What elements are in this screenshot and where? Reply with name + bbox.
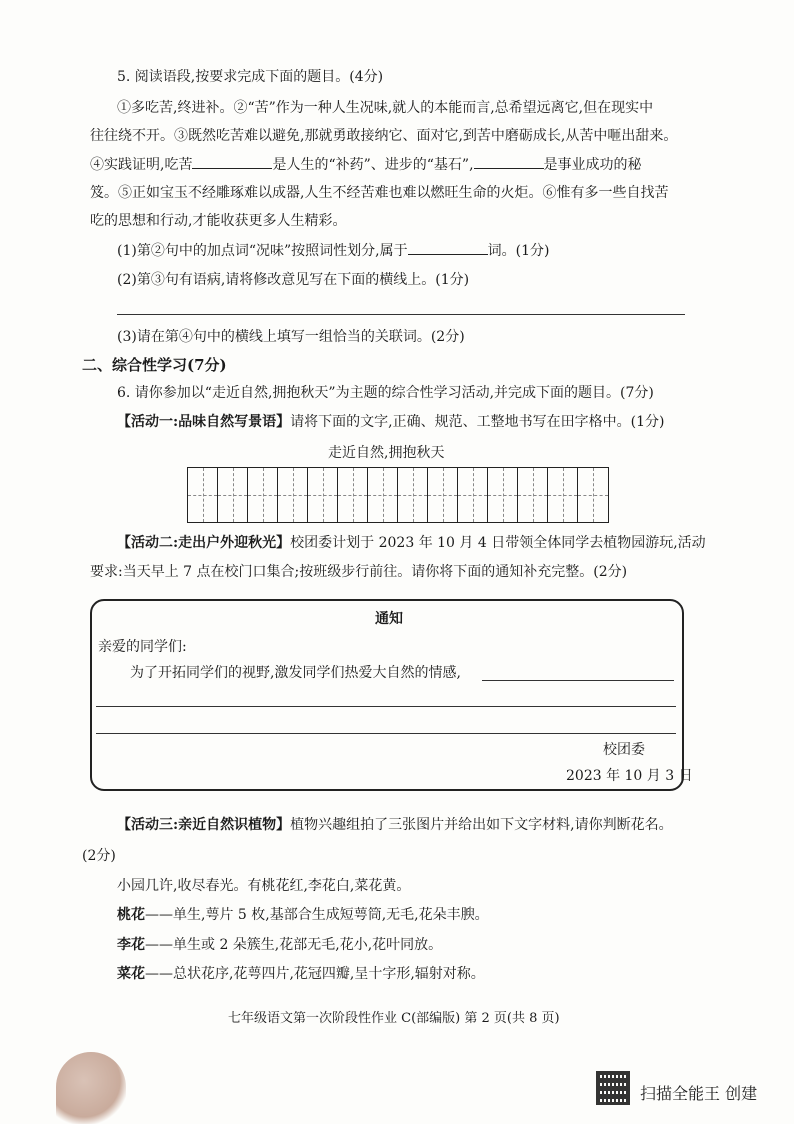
grid-cell[interactable] <box>308 468 338 522</box>
flower-name: 菜花 <box>117 966 145 982</box>
flower-name: 桃花 <box>117 907 145 923</box>
activity-1 <box>117 412 664 432</box>
grid-cell[interactable] <box>218 468 248 522</box>
grid-cell[interactable] <box>278 468 308 522</box>
activity-1-label: 【活动一:品味自然写景语】 <box>117 414 291 430</box>
notice-greeting: 亲爱的同学们: <box>98 639 187 655</box>
q5-text-segment: 是人生的“补药”、进步的“基石”, <box>272 157 474 173</box>
q5-text-line: 往往绕不开。③既然吃苦难以避免,那就勇敢接纳它、面对它,到苦中磨砺成长,从苦中咂出甜来。 <box>90 128 678 144</box>
copy-phrase: 走近自然,拥抱秋天 <box>328 445 445 461</box>
grid-cell[interactable] <box>338 468 368 522</box>
answer-line[interactable] <box>96 706 676 707</box>
activity-3-label: 【活动三:亲近自然识植物】 <box>117 817 291 833</box>
q6-title: 6. 请你参加以“走近自然,拥抱秋天”为主题的综合性学习活动,并完成下面的题目。(7分) <box>117 385 654 401</box>
grid-cell[interactable] <box>488 468 518 522</box>
notice-body: 为了开拓同学们的视野,激发同学们热爱大自然的情感, <box>130 665 461 681</box>
answer-line[interactable] <box>117 314 685 315</box>
answer-blank[interactable] <box>192 154 272 169</box>
grid-cell[interactable] <box>398 468 428 522</box>
finger-shadow <box>56 1052 126 1124</box>
q5-sub1-text: (1)第②句中的加点词“况味”按照词性划分,属于 <box>117 243 408 259</box>
notice-signer: 校团委 <box>603 742 645 758</box>
answer-blank[interactable] <box>408 240 488 255</box>
activity-2-text: 校团委计划于 2023 年 10 月 4 日带领全体同学去植物园游玩,活动 <box>290 535 706 551</box>
activity-2-label: 【活动二:走出户外迎秋光】 <box>117 535 291 551</box>
activity-3 <box>117 815 673 835</box>
answer-line[interactable] <box>96 733 676 734</box>
flower-entry <box>117 964 485 984</box>
activity-3-score: (2分) <box>82 848 116 864</box>
q5-sub3: (3)请在第④句中的横线上填写一组恰当的关联词。(2分) <box>117 329 465 345</box>
q5-title: 5. 阅读语段,按要求完成下面的题目。(4分) <box>117 69 384 85</box>
qr-code-icon <box>596 1071 630 1105</box>
flower-desc: ——单生,萼片 5 枚,基部合生成短萼筒,无毛,花朵丰腴。 <box>145 907 489 923</box>
grid-cell[interactable] <box>578 468 608 522</box>
scanner-watermark: 扫描全能王 创建 <box>640 1084 758 1103</box>
grid-cell[interactable] <box>428 468 458 522</box>
grid-cell[interactable] <box>188 468 218 522</box>
q5-text-segment: 是事业成功的秘 <box>543 157 642 173</box>
page-footer: 七年级语文第一次阶段性作业 C(部编版) 第 2 页(共 8 页) <box>228 1011 560 1026</box>
q5-text-line: 吃的思想和行动,才能收获更多人生精彩。 <box>90 213 347 229</box>
grid-cell[interactable] <box>518 468 548 522</box>
answer-blank[interactable] <box>474 154 544 169</box>
activity-2-text: 要求:当天早上 7 点在校门口集合;按班级步行前往。请你将下面的通知补充完整。(2分) <box>90 564 628 580</box>
notice-title: 通知 <box>375 611 403 627</box>
q5-text-line <box>90 154 642 175</box>
answer-line[interactable] <box>482 680 674 681</box>
activity-1-text: 请将下面的文字,正确、规范、工整地书写在田字格中。(1分) <box>290 414 665 430</box>
flower-desc: ——单生或 2 朵簇生,花部无毛,花小,花叶同放。 <box>145 937 443 953</box>
q5-text-line: 笈。⑤正如宝玉不经雕琢难以成器,人生不经苦难也难以燃旺生命的火炬。⑥惟有多一些自找苦 <box>90 185 669 201</box>
tian-zi-ge-grid[interactable] <box>187 467 609 523</box>
flower-entry <box>117 935 442 955</box>
flower-entry <box>117 905 489 925</box>
activity-3-text: 植物兴趣组拍了三张图片并给出如下文字材料,请你判断花名。 <box>290 817 673 833</box>
poem-line: 小园几许,收尽春光。有桃花红,李花白,菜花黄。 <box>117 878 411 894</box>
grid-cell[interactable] <box>458 468 488 522</box>
q5-text-segment: ④实践证明,吃苦 <box>90 157 193 173</box>
flower-desc: ——总状花序,花萼四片,花冠四瓣,呈十字形,辐射对称。 <box>145 966 485 982</box>
notice-date: 2023 年 10 月 3 日 <box>566 768 693 784</box>
grid-cell[interactable] <box>248 468 278 522</box>
q5-text-line: ①多吃苦,终进补。②“苦”作为一种人生况味,就人的本能而言,总希望远离它,但在现实中 <box>117 100 654 116</box>
q5-sub1-tail: 词。(1分) <box>487 243 550 259</box>
q5-sub1 <box>117 240 549 261</box>
activity-2 <box>117 533 706 553</box>
q5-sub2: (2)第③句有语病,请将修改意见写在下面的横线上。(1分) <box>117 272 470 288</box>
grid-cell[interactable] <box>548 468 578 522</box>
flower-name: 李花 <box>117 937 145 953</box>
section-heading: 二、综合性学习(7分) <box>82 356 227 374</box>
grid-cell[interactable] <box>368 468 398 522</box>
